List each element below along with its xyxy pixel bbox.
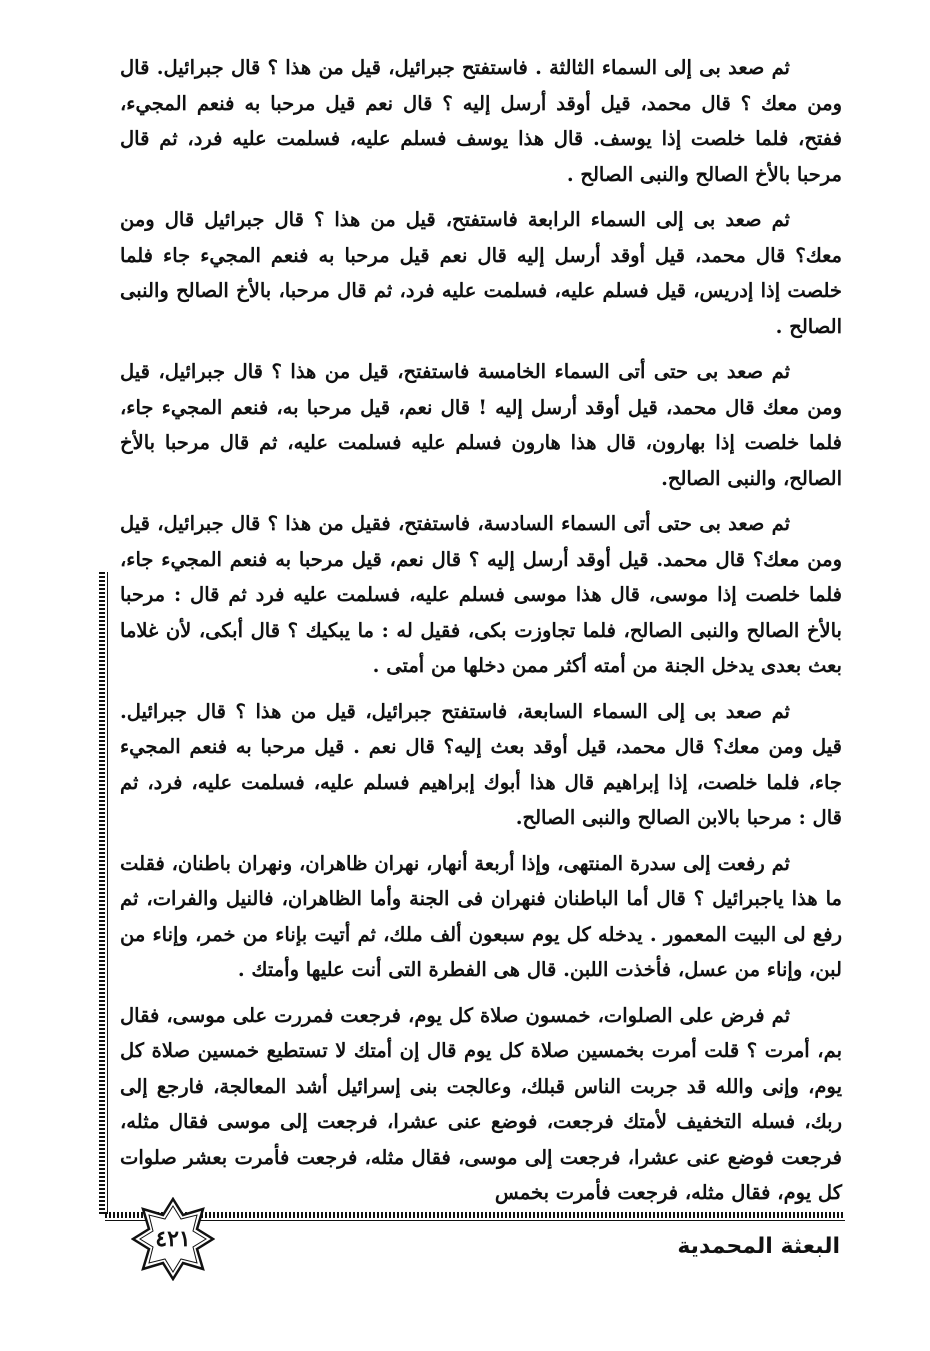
paragraph-seventh-heaven bbox=[120, 694, 842, 836]
paragraph-prayers bbox=[120, 998, 842, 1211]
page-number: ٤٢١ bbox=[155, 1226, 191, 1252]
paragraph-third-heaven bbox=[120, 50, 842, 192]
decorative-border-vertical bbox=[99, 572, 105, 1214]
paragraph-fifth-heaven bbox=[120, 354, 842, 496]
paragraph-text: ثم صعد بى حتى أتى السماء الخامسة فاستفتح، قيل من هذا ؟ قال جبرائيل، قيل ومن معك قال محمد، قيل أوقد أرسل إليه ! قال نعم، قيل مرحبا به، فنعم المجيء جاء، فلما خلصت إذا بهارون، قال هذا هارون فسلم عليه فسلمت عليه، ثم قال مرحبا بالأخ الصالح، والنبى الصالح. bbox=[120, 360, 842, 490]
paragraph-text: ثم فرض على الصلوات، خمسون صلاة كل يوم، فرجعت فمررت على موسى، فقال بم، أمرت ؟ قلت أمرت بخمسين صلاة كل يوم قال إن أمتك لا تستطيع خمسين صلاة كل يوم، وإنى والله قد جربت الناس قبلك، وعالجت بنى إسرائيل أشد المعالجة، فارجع إلى ربك، فسله التخفيف لأمتك فرجعت، فوضع عنى عشرا، فرجعت إلى موسى فقال مثله، فرجعت فوضع عنى عشرا، فرجعت إلى موسى، فقال مثله، فرجعت فأمرت بعشر صلوات كل يوم، فقال مثله، فرجعت فأمرت بخمس bbox=[120, 1003, 842, 1204]
decorative-border-horizontal bbox=[105, 1212, 845, 1218]
running-title: البعثة المحمدية bbox=[677, 1234, 840, 1259]
decorative-border-vertical-rule bbox=[107, 572, 108, 1214]
paragraph-sidrat-al-muntaha bbox=[120, 846, 842, 988]
paragraph-text: ثم صعد بى حتى أتى السماء السادسة، فاستفتح، فقيل من هذا ؟ قال جبرائيل، قيل ومن معك؟ قال محمد. قيل أوقد أرسل إليه ؟ قال نعم، قيل مرحبا به فنعم المجيء جاء، فلما خلصت إذا موسى، قال هذا موسى فسلم عليه، فسلمت عليه فرد ثم قال : مرحبا بالأخ الصالح والنبى الصالح، فلما تجاوزت بكى، فقيل له : ما يبكيك ؟ قال أبكى، لأن غلاما بعث بعدى يدخل الجنة من أمته أكثر ممن دخلها من أمتى . bbox=[120, 512, 842, 677]
paragraph-text: ثم صعد بى إلى السماء الثالثة . فاستفتح جبرائيل، قيل من هذا ؟ قال جبرائيل. قال ومن معك ؟ قال محمد، قيل أوقد أرسل إليه ؟ قال نعم قيل مرحبا به فنعم المجيء، ففتح، فلما خلصت إذا يوسف. قال هذا يوسف فسلم عليه، فسلمت عليه فرد، ثم قال مرحبا بالأخ الصالح والنبى الصالح . bbox=[120, 56, 842, 186]
paragraph-fourth-heaven bbox=[120, 202, 842, 344]
decorative-border-horizontal-rule bbox=[105, 1220, 845, 1221]
paragraph-text: ثم رفعت إلى سدرة المنتهى، وإذا أربعة أنهار، نهران ظاهران، ونهران باطنان، فقلت ما هذا ياجبرائيل ؟ قال أما الباطنان فنهران فى الجنة وأما الظاهران، فالنيل والفرات، ثم رفع لى البيت المعمور . يدخله كل يوم سبعون ألف ملك، ثم أتيت بإناء من خمر، وإناء من لبن، وإناء من عسل، فأخذت اللبن. قال هى الفطرة التى أنت عليها وأمتك . bbox=[120, 851, 842, 981]
page-number-badge bbox=[131, 1197, 215, 1281]
paragraph-text: ثم صعد بى إلى السماء السابعة، فاستفتح جبرائيل، قيل من هذا ؟ قال جبرائيل. قيل ومن معك؟ قال محمد، قيل أوقد بعث إليه؟ قال نعم . قيل مرحبا به فنعم المجيء جاء، فلما خلصت، إذا إبراهيم قال هذا أبوك إبراهيم فسلم عليه، فسلمت عليه، فرد، ثم قال : مرحبا بالابن الصالح والنبى الصالح. bbox=[120, 699, 842, 829]
paragraph-text: ثم صعد بى إلى السماء الرابعة فاستفتح، قيل من هذا ؟ قال جبرائيل قال ومن معك؟ قال محمد، قيل أوقد أرسل إليه قال نعم قيل مرحبا به فنعم المجيء جاء فلما خلصت إذا إدريس، قيل فسلم عليه، فسلمت عليه فرد، ثم قال مرحبا، بالأخ الصالح والنبى الصالح . bbox=[120, 208, 842, 338]
body-text bbox=[120, 50, 842, 1221]
paragraph-sixth-heaven bbox=[120, 506, 842, 684]
